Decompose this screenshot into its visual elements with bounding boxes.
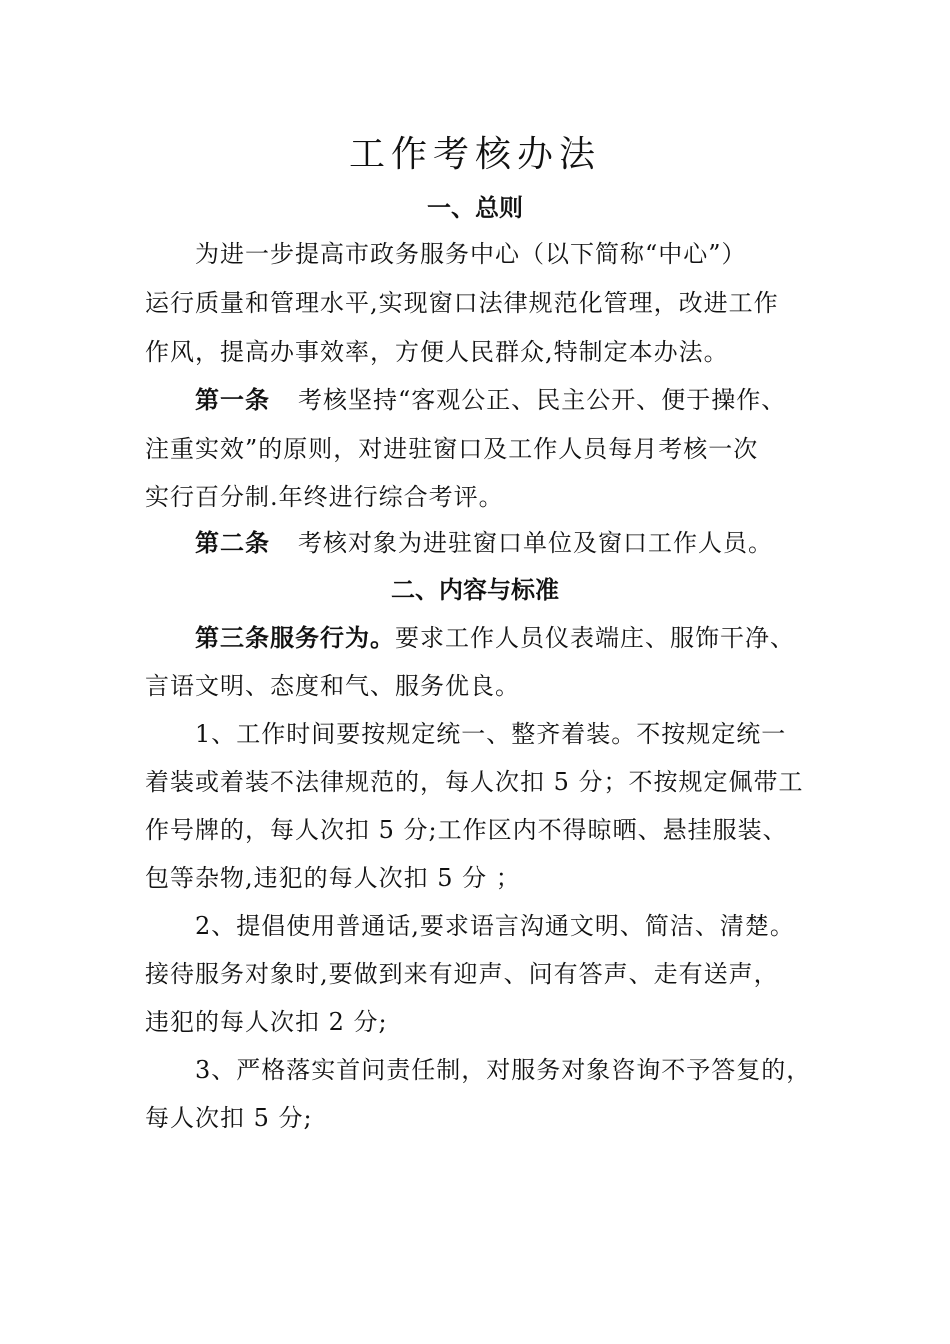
article-1-line: 注重实效”的原则，对进驻窗口及工作人员每月考核一次 [145,435,759,463]
item-1-line: 包等杂物,违犯的每人次扣 5 分 ； [145,864,521,892]
article-3-label: 第三条服务行为。 [195,624,395,652]
article-1-line: 实行百分制.年终进行综合考评。 [145,483,504,511]
article-1-label: 第一条 [195,386,270,414]
item-1-line: 着装或着装不法律规范的，每人次扣 5 分；不按规定佩带工 [145,768,804,796]
item-1-line: 1、工作时间要按规定统一、整齐着装。不按规定统一 [195,720,787,748]
article-2-label: 第二条 [195,529,270,557]
intro-line: 作风，提高办事效率，方便人民群众,特制定本办法。 [145,338,729,366]
item-1-line: 作号牌的，每人次扣 5 分;工作区内不得晾晒、悬挂服装、 [145,816,788,844]
article-2-text: 考核对象为进驻窗口单位及窗口工作人员。 [298,529,773,557]
article-3-text: 要求工作人员仪表端庄、服饰干净、 [395,624,795,652]
item-2-line: 接待服务对象时,要做到来有迎声、问有答声、走有送声， [145,960,779,988]
article-3-line [195,620,835,656]
item-3-line: 每人次扣 5 分; [145,1104,313,1132]
item-2-line: 2、提倡使用普通话,要求语言沟通文明、简洁、清楚。 [195,912,795,940]
item-3-line: 3、严格落实首问责任制，对服务对象咨询不予答复的， [195,1056,812,1084]
article-3-line: 言语文明、态度和气、服务优良。 [145,672,520,700]
article-2-line [195,525,835,561]
section-heading-content: 二、内容与标准 [391,576,559,604]
item-2-line: 违犯的每人次扣 2 分; [145,1008,388,1036]
article-1-text: 考核坚持“客观公正、民主公开、便于操作、 [298,386,787,414]
document-title: 工作考核办法 [348,134,601,175]
section-heading-general: 一、总则 [427,194,523,222]
intro-line: 运行质量和管理水平,实现窗口法律规范化管理，改进工作 [145,289,779,317]
intro-line: 为进一步提高市政务服务中心（以下简称“中心”） [195,240,747,268]
article-1-line [195,382,835,418]
